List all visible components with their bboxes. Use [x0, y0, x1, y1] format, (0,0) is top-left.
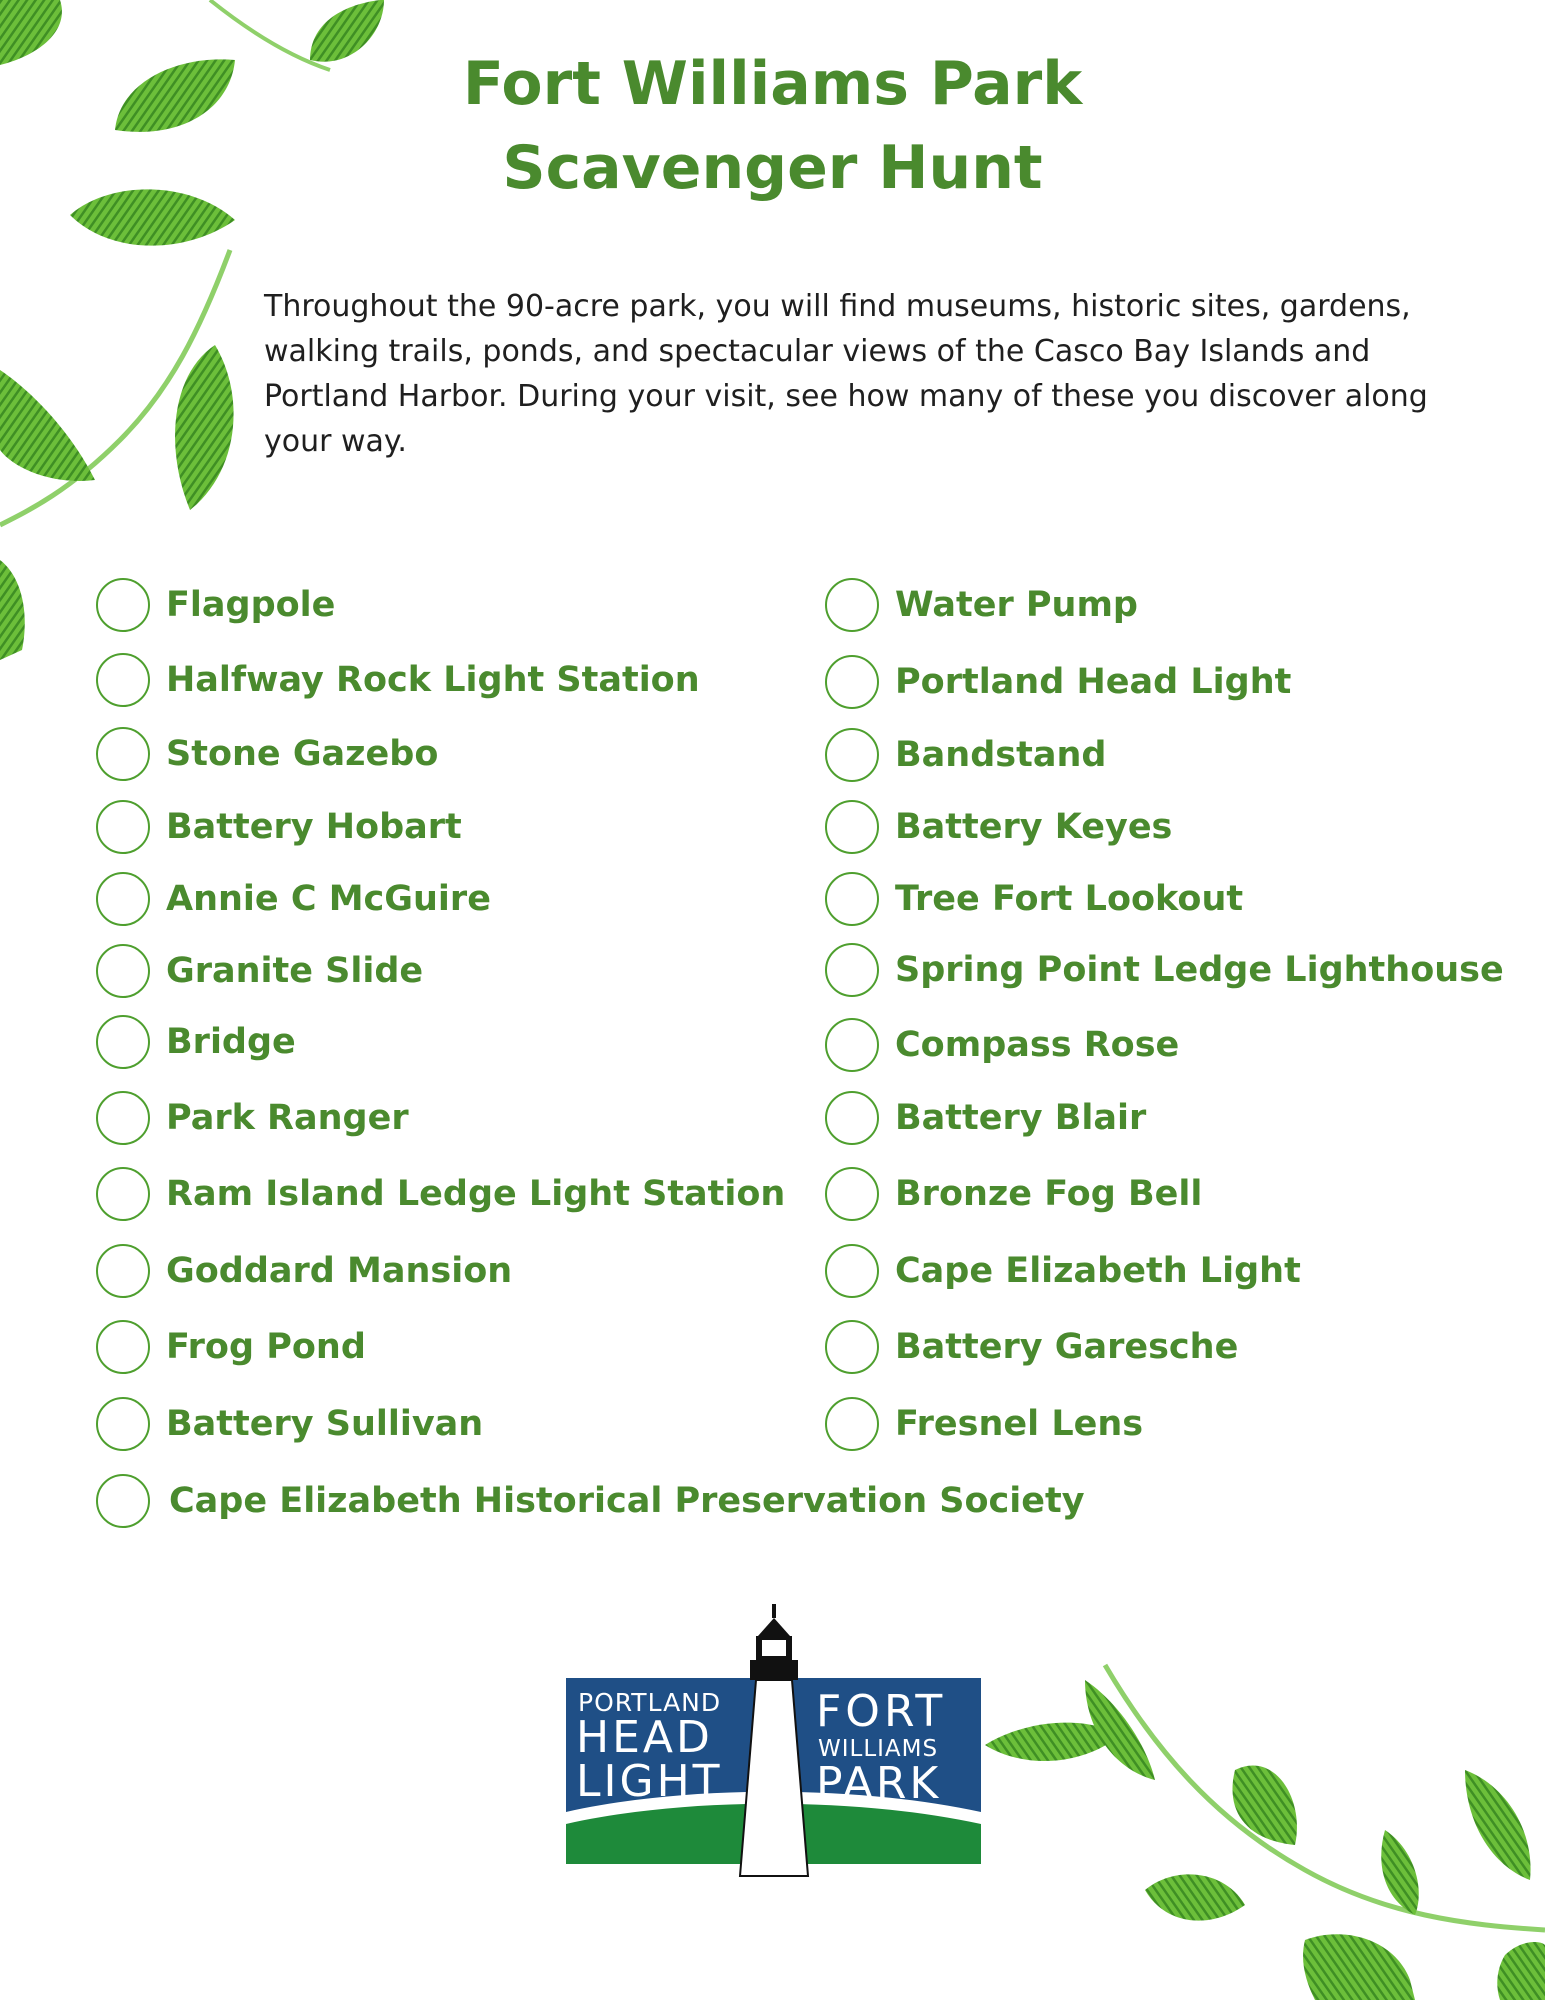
- checklist-item[interactable]: [96, 650, 700, 710]
- checkbox-circle[interactable]: [825, 578, 879, 632]
- checklist-item[interactable]: [96, 1088, 409, 1148]
- checklist-item[interactable]: [825, 797, 1172, 857]
- checklist-item[interactable]: [96, 1164, 785, 1224]
- checklist-item-label: Battery Keyes: [895, 807, 1173, 847]
- checklist-item-label: Frog Pond: [166, 1327, 366, 1367]
- checkbox-circle[interactable]: [96, 578, 150, 632]
- logo-head-text: HEAD: [576, 1712, 713, 1763]
- checklist-item-label: Cape Elizabeth Light: [895, 1251, 1301, 1291]
- checkbox-circle[interactable]: [96, 872, 150, 926]
- checklist-item[interactable]: [96, 1012, 296, 1072]
- checklist-item[interactable]: [825, 1088, 1146, 1148]
- checkbox-circle[interactable]: [96, 800, 150, 854]
- checklist-item[interactable]: [96, 1241, 512, 1301]
- checkbox-circle[interactable]: [825, 1018, 879, 1072]
- checkbox-circle[interactable]: [825, 1320, 879, 1374]
- checklist-item[interactable]: [96, 797, 462, 857]
- checklist-item-label: Stone Gazebo: [166, 734, 439, 774]
- checklist-item-label: Tree Fort Lookout: [895, 879, 1244, 919]
- title-line-1: Fort Williams Park: [462, 49, 1083, 119]
- checklist-item[interactable]: [96, 1394, 483, 1454]
- checkbox-circle[interactable]: [825, 1244, 879, 1298]
- checklist-item[interactable]: [825, 652, 1291, 712]
- logo-park-text: PARK: [816, 1758, 942, 1809]
- checkbox-circle[interactable]: [825, 728, 879, 782]
- logo-fort-text: FORT: [816, 1686, 947, 1737]
- checklist-item-label: Compass Rose: [895, 1025, 1180, 1065]
- checklist-item[interactable]: [825, 940, 1504, 1000]
- checkbox-circle[interactable]: [96, 653, 150, 707]
- logo-light-text: LIGHT: [576, 1756, 723, 1807]
- checklist-item[interactable]: [96, 724, 438, 784]
- checklist-item-label: Bridge: [166, 1022, 296, 1062]
- checkbox-circle[interactable]: [96, 1091, 150, 1145]
- checklist-item[interactable]: [96, 1317, 366, 1377]
- checklist-item-label: Flagpole: [166, 585, 336, 625]
- checklist-item-label: Granite Slide: [166, 951, 424, 991]
- title-line-2: Scavenger Hunt: [502, 133, 1043, 203]
- checkbox-circle[interactable]: [825, 1397, 879, 1451]
- leaf-vine-bottom-right: [945, 1640, 1545, 2000]
- checkbox-circle[interactable]: [96, 1015, 150, 1069]
- checkbox-circle[interactable]: [96, 1397, 150, 1451]
- checklist-item-label: Battery Garesche: [895, 1327, 1239, 1367]
- checklist-item-label: Annie C McGuire: [166, 879, 491, 919]
- checkbox-circle[interactable]: [96, 1320, 150, 1374]
- logo-williams-text: WILLIAMS: [818, 1736, 939, 1762]
- checklist-item-label: Battery Hobart: [166, 807, 462, 847]
- checklist-item-label: Fresnel Lens: [895, 1404, 1144, 1444]
- logo-portland-text: PORTLAND: [578, 1688, 722, 1717]
- checkbox-circle[interactable]: [96, 1244, 150, 1298]
- checkbox-circle[interactable]: [825, 943, 879, 997]
- checkbox-circle[interactable]: [825, 800, 879, 854]
- checkbox-circle[interactable]: [825, 655, 879, 709]
- checklist-item[interactable]: [825, 725, 1106, 785]
- checklist-item[interactable]: [96, 941, 423, 1001]
- checkbox-circle[interactable]: [96, 727, 150, 781]
- checklist-item[interactable]: [825, 1164, 1202, 1224]
- checkbox-circle[interactable]: [825, 872, 879, 926]
- portland-head-light-logo: [566, 1598, 981, 1882]
- checkbox-circle[interactable]: [96, 944, 150, 998]
- checklist-item-label: Spring Point Ledge Lighthouse: [895, 950, 1504, 990]
- checklist-item-label: Bandstand: [895, 735, 1107, 775]
- checklist-item[interactable]: [825, 1241, 1301, 1301]
- checklist-item-label: Battery Sullivan: [166, 1404, 484, 1444]
- checklist-item[interactable]: [96, 869, 491, 929]
- checkbox-circle[interactable]: [825, 1091, 879, 1145]
- intro-paragraph: Throughout the 90-acre park, you will find museums, historic sites, gardens, walking trails, ponds, and spectacular views of the Casco Bay Islands and Portland Harbor. During your visit, see how many of these you discover along your way.: [264, 289, 1428, 459]
- checklist-item[interactable]: [825, 1317, 1238, 1377]
- checklist-item-label: Halfway Rock Light Station: [166, 660, 700, 700]
- checklist-item-label: Water Pump: [895, 585, 1138, 625]
- checklist-item[interactable]: [96, 1471, 1085, 1531]
- checklist-item-label: Park Ranger: [166, 1098, 409, 1138]
- checklist-item[interactable]: [825, 1015, 1179, 1075]
- checklist-item-label: Goddard Mansion: [166, 1251, 513, 1291]
- checklist-item[interactable]: [825, 1394, 1143, 1454]
- checklist-item-label: Ram Island Ledge Light Station: [166, 1174, 786, 1214]
- page-title: [0, 42, 1545, 210]
- checklist-item[interactable]: [825, 575, 1138, 635]
- checklist-item[interactable]: [96, 575, 335, 635]
- checklist-item[interactable]: [825, 869, 1243, 929]
- checklist-item-label: Cape Elizabeth Historical Preservation Society: [169, 1481, 1085, 1521]
- checklist-item-label: Battery Blair: [895, 1098, 1147, 1138]
- checklist-item-label: Bronze Fog Bell: [895, 1174, 1203, 1214]
- checkbox-circle[interactable]: [96, 1167, 150, 1221]
- checklist-item-label: Portland Head Light: [895, 662, 1292, 702]
- checkbox-circle[interactable]: [96, 1474, 150, 1528]
- checkbox-circle[interactable]: [825, 1167, 879, 1221]
